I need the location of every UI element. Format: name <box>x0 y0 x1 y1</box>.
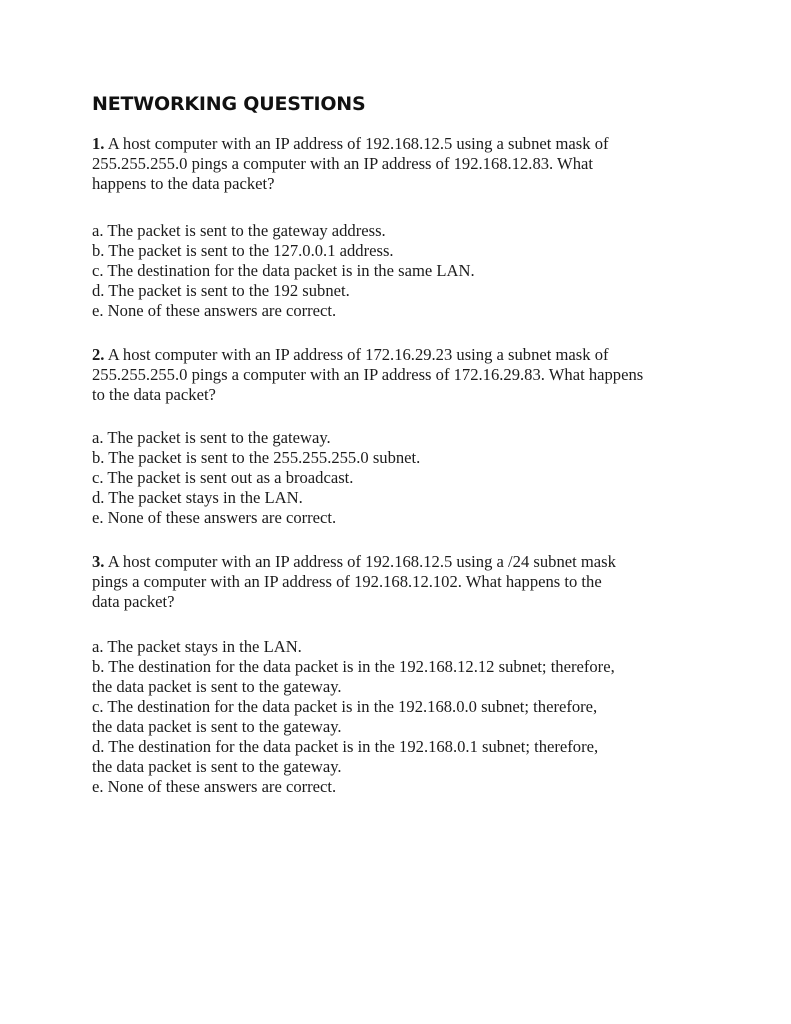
question-1-stem-line-3: happens to the data packet? <box>92 174 275 193</box>
question-3-option-c-line-1: c. The destination for the data packet is in the 192.168.0.0 subnet; therefore, <box>92 697 598 716</box>
question-number: 1. <box>92 134 105 153</box>
question-1-option-c: c. The destination for the data packet is in the same LAN. <box>92 261 475 280</box>
question-stem-text: A host computer with an IP address of 192.168.12.5 using a /24 subnet mask <box>107 552 616 571</box>
question-1-option-a: a. The packet is sent to the gateway address. <box>92 221 386 240</box>
question-3-stem-line-1 <box>92 552 616 572</box>
question-3-option-a: a. The packet stays in the LAN. <box>92 637 302 656</box>
question-2-stem-line-1 <box>92 345 609 365</box>
question-1-option-d: d. The packet is sent to the 192 subnet. <box>92 281 350 300</box>
question-2-stem-line-3: to the data packet? <box>92 385 216 404</box>
question-number: 2. <box>92 345 105 364</box>
question-2-option-d: d. The packet stays in the LAN. <box>92 488 303 507</box>
question-stem-text: A host computer with an IP address of 192.168.12.5 using a subnet mask of <box>107 134 609 153</box>
question-stem-text: A host computer with an IP address of 172.16.29.23 using a subnet mask of <box>107 345 609 364</box>
page-title: NETWORKING QUESTIONS <box>92 93 366 115</box>
question-2-option-a: a. The packet is sent to the gateway. <box>92 428 331 447</box>
question-3-option-c-line-2: the data packet is sent to the gateway. <box>92 717 342 736</box>
question-3-option-e: e. None of these answers are correct. <box>92 777 337 796</box>
question-1-option-b: b. The packet is sent to the 127.0.0.1 address. <box>92 241 394 260</box>
question-3-option-b-line-1: b. The destination for the data packet is in the 192.168.12.12 subnet; therefore, <box>92 657 615 676</box>
question-2-option-e: e. None of these answers are correct. <box>92 508 337 527</box>
question-number: 3. <box>92 552 105 571</box>
question-3-stem-line-3: data packet? <box>92 592 175 611</box>
question-1-stem-line-2: 255.255.255.0 pings a computer with an IP address of 192.168.12.83. What <box>92 154 593 173</box>
question-3-option-d-line-1: d. The destination for the data packet is in the 192.168.0.1 subnet; therefore, <box>92 737 599 756</box>
question-1-stem-line-1 <box>92 134 609 154</box>
question-3-stem-line-2: pings a computer with an IP address of 192.168.12.102. What happens to the <box>92 572 602 591</box>
question-1-option-e: e. None of these answers are correct. <box>92 301 337 320</box>
question-2-option-c: c. The packet is sent out as a broadcast. <box>92 468 354 487</box>
question-2-stem-line-2: 255.255.255.0 pings a computer with an IP address of 172.16.29.83. What happens <box>92 365 644 384</box>
question-2-option-b: b. The packet is sent to the 255.255.255.0 subnet. <box>92 448 421 467</box>
question-3-option-d-line-2: the data packet is sent to the gateway. <box>92 757 342 776</box>
question-3-option-b-line-2: the data packet is sent to the gateway. <box>92 677 342 696</box>
